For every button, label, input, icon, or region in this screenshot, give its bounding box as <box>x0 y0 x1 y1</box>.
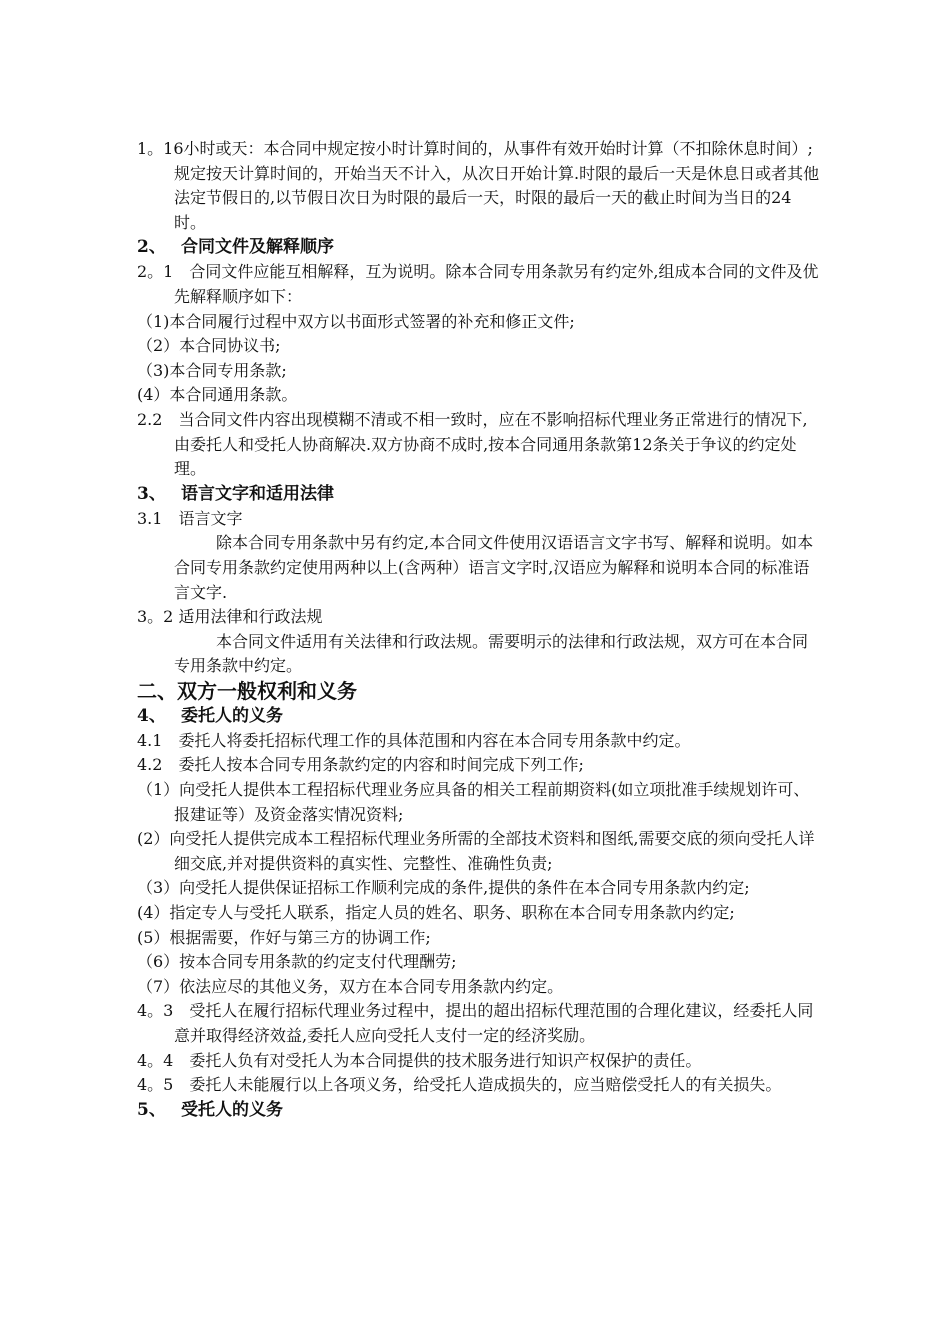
clause-item: (4）本合同通用条款。 <box>137 385 298 405</box>
section-number: 5、 <box>137 1099 166 1120</box>
section-number: 3、 <box>137 483 166 504</box>
section-title: 受托人的义务 <box>181 1099 283 1120</box>
clause-item: （3）向受托人提供保证招标工作顺利完成的条件,提供的条件在本合同专用条款内约定; <box>137 878 750 898</box>
clause-item: 4。5 委托人未能履行以上各项义务，给受托人造成损失的，应当赔偿受托人的有关损失。 <box>137 1075 782 1095</box>
clause-item: 1。16小时或天：本合同中规定按小时计算时间的，从事件有效开始时计算（不扣除休息时间）;规定按天计算时间的，开始当天不计入，从次日开始计算.时限的最后一天是休息日或者其他法定节假日的,以节假日次日为时限的最后一天，时限的最后一天的截止时间为当日的24时。 <box>137 139 820 232</box>
section-title: 合同文件及解释顺序 <box>181 237 334 258</box>
chapter-heading: 二、双方一般权利和义务 <box>137 678 357 703</box>
clause-item: (4）指定专人与受托人联系，指定人员的姓名、职务、职称在本合同专用条款内约定; <box>137 903 735 923</box>
clause-item: （3)本合同专用条款; <box>137 360 287 380</box>
clause-item: （1)本合同履行过程中双方以书面形式签署的补充和修正文件; <box>137 311 575 331</box>
section-number: 4、 <box>137 705 166 726</box>
section-heading <box>137 235 820 260</box>
clause-item: 4。4 委托人负有对受托人为本合同提供的技术服务进行知识产权保护的责任。 <box>137 1050 702 1070</box>
clause-item: 3.1 语言文字 <box>137 508 243 528</box>
section-heading <box>137 1098 820 1123</box>
section-heading <box>137 704 820 729</box>
section-title: 语言文字和适用法律 <box>181 483 334 504</box>
clause-item: 4。3 受托人在履行招标代理业务过程中，提出的超出招标代理范围的合理化建议，经委托人同意并取得经济效益,委托人应向受托人支付一定的经济奖励。 <box>137 1001 814 1045</box>
document-body <box>137 137 820 1123</box>
paragraph: 本合同文件适用有关法律和行政法规。需要明示的法律和行政法规，双方可在本合同专用条款中约定。 <box>174 631 809 676</box>
clause-item: （2）本合同协议书; <box>137 336 281 356</box>
section-heading <box>137 482 820 507</box>
clause-item: 2。1 合同文件应能互相解释，互为说明。除本合同专用条款另有约定外,组成本合同的文件及优先解释顺序如下： <box>137 262 819 306</box>
clause-item: (5）根据需要，作好与第三方的协调工作; <box>137 927 431 947</box>
clause-item: （6）按本合同专用条款的约定支付代理酬劳; <box>137 952 457 972</box>
clause-item: 4.2 委托人按本合同专用条款约定的内容和时间完成下列工作; <box>137 755 584 775</box>
clause-item: 4.1 委托人将委托招标代理工作的具体范围和内容在本合同专用条款中约定。 <box>137 730 691 750</box>
clause-item: （7）依法应尽的其他义务，双方在本合同专用条款内约定。 <box>137 976 564 996</box>
clause-item: (2）向受托人提供完成本工程招标代理业务所需的全部技术资料和图纸,需要交底的须向受托人详细交底,并对提供资料的真实性、完整性、准确性负责; <box>137 829 815 873</box>
clause-item: （1）向受托人提供本工程招标代理业务应具备的相关工程前期资料(如立项批准手续规划许可、报建证等）及资金落实情况资料; <box>137 780 810 824</box>
paragraph: 除本合同专用条款中另有约定,本合同文件使用汉语语言文字书写、解释和说明。如本合同专用条款约定使用两种以上(含两种）语言文字时,汉语应为解释和说明本合同的标准语言文字. <box>174 533 814 602</box>
section-title: 委托人的义务 <box>181 705 283 726</box>
clause-item: 2.2 当合同文件内容出现模糊不清或不相一致时，应在不影响招标代理业务正常进行的情况下,由委托人和受托人协商解决.双方协商不成时,按本合同通用条款第12条关于争议的约定处理。 <box>137 409 808 479</box>
clause-item: 3。2 适用法律和行政法规 <box>137 607 323 627</box>
section-number: 2、 <box>137 237 166 258</box>
